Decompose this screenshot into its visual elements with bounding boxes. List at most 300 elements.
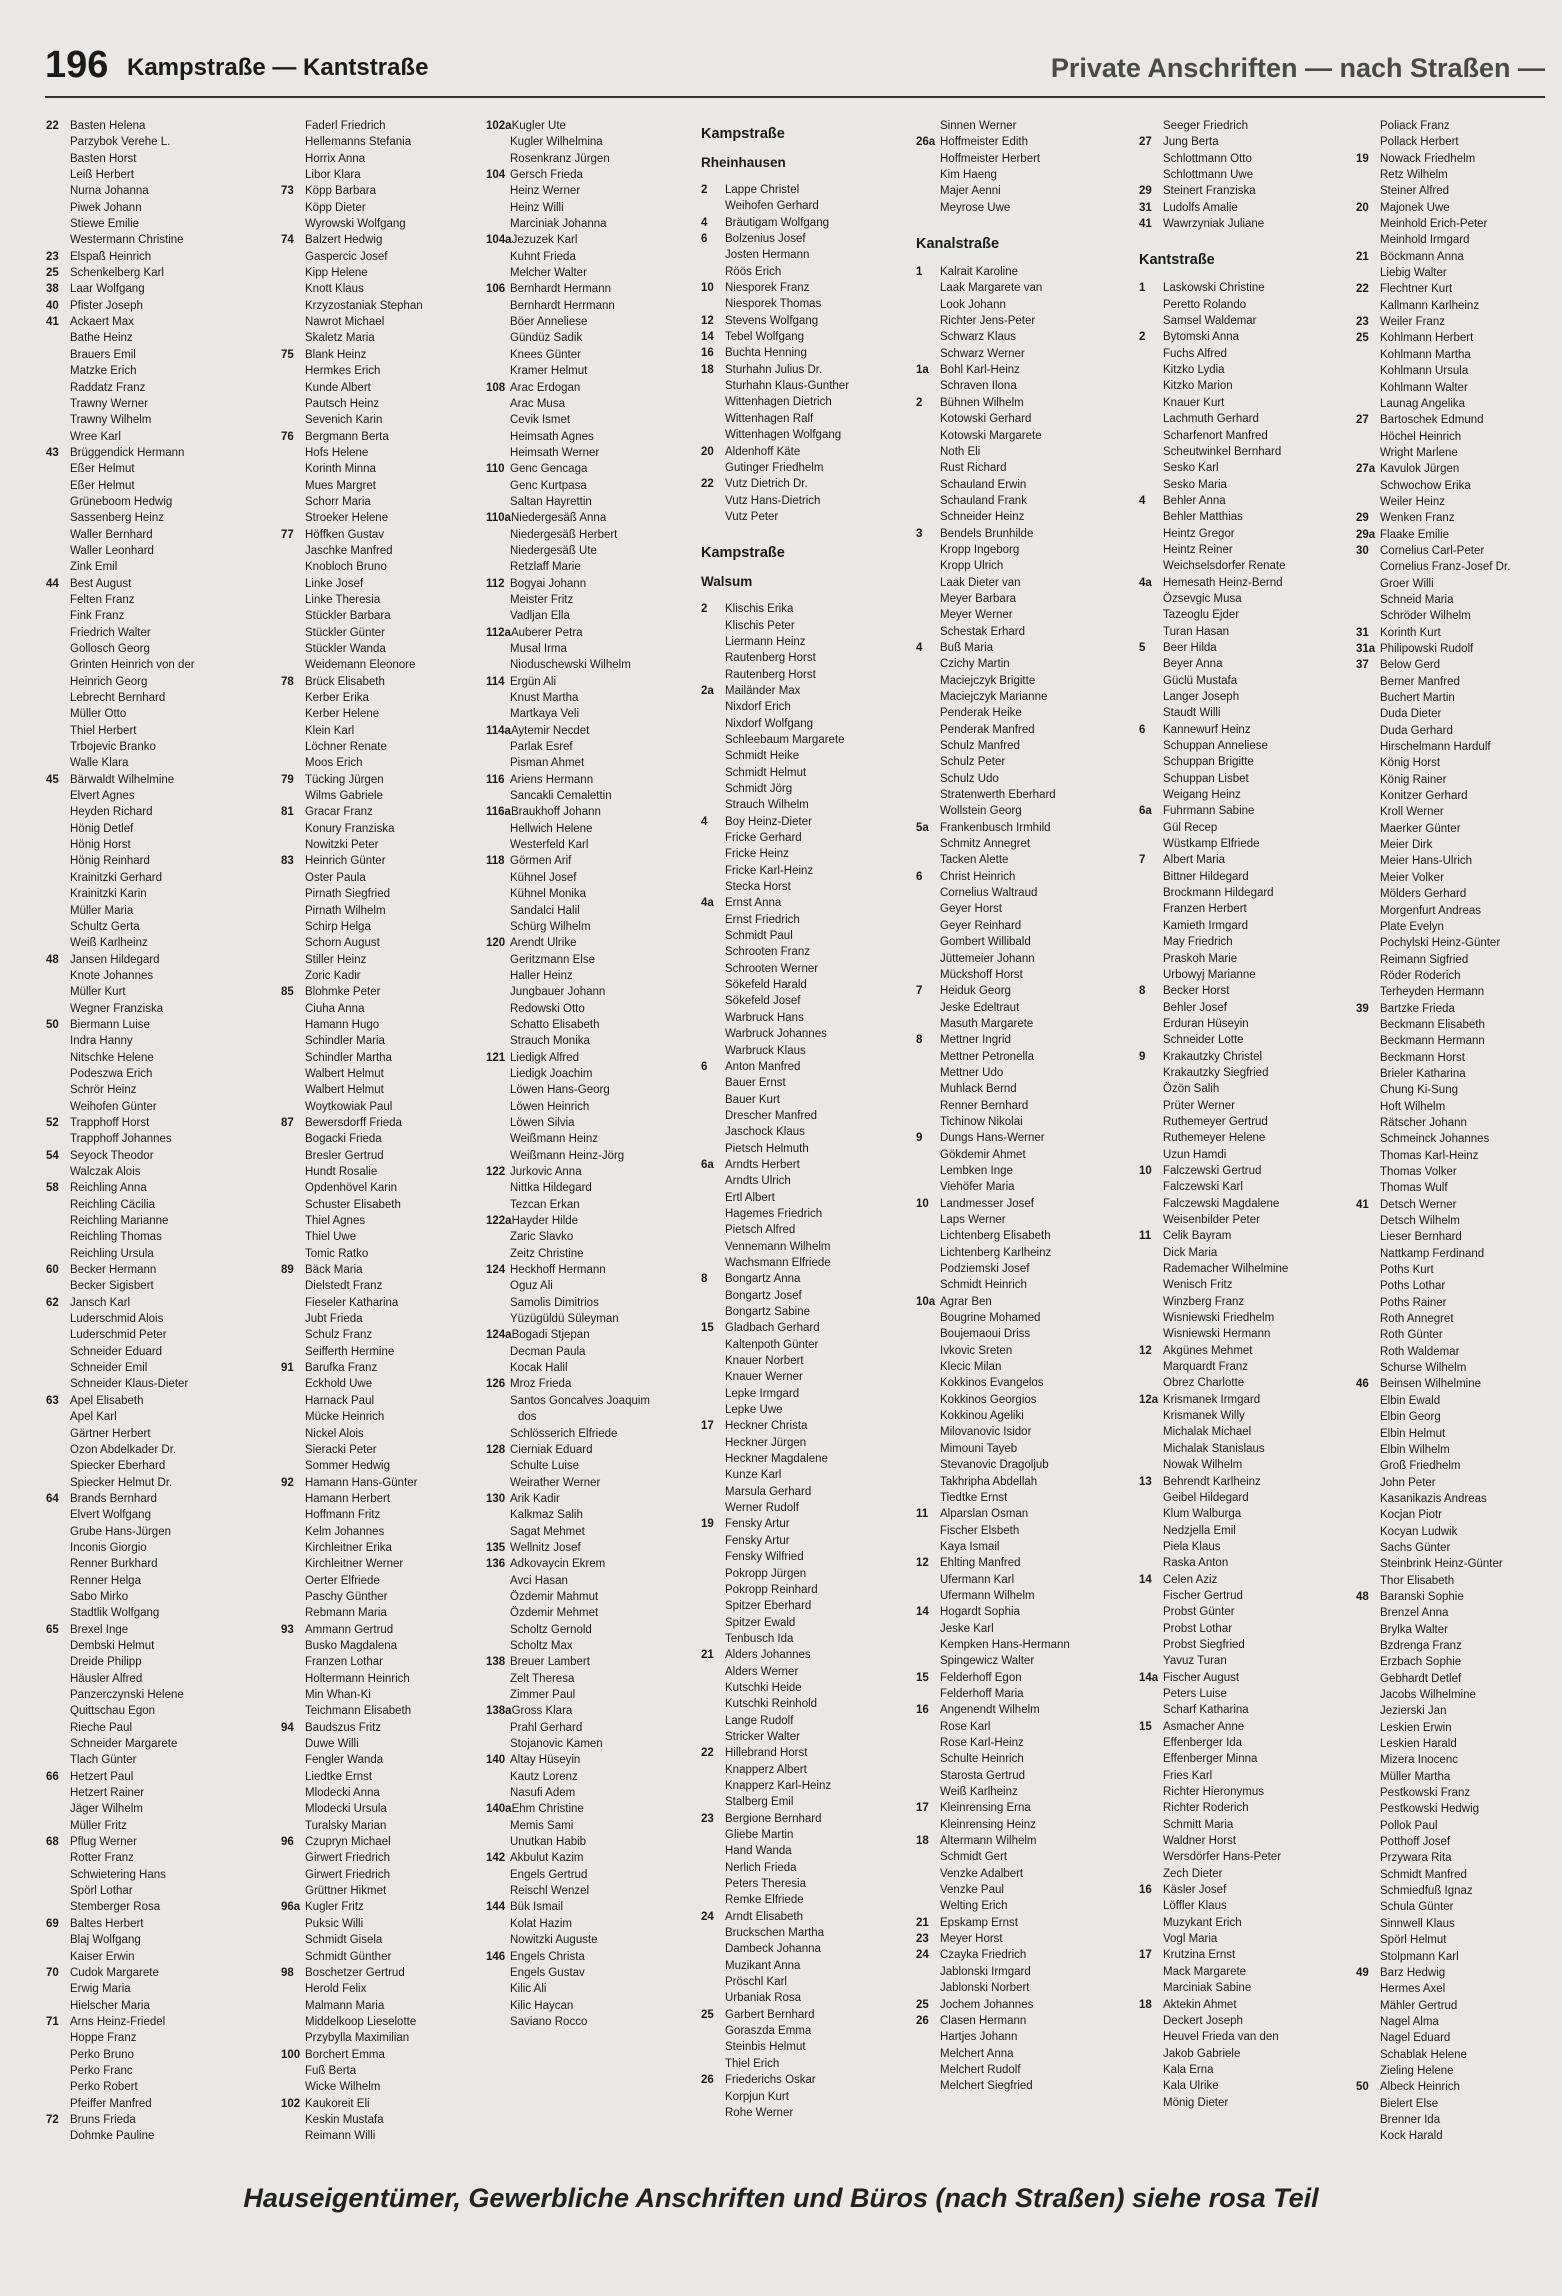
resident-name: Nagel Eduard [1380,2032,1451,2045]
resident-entry [281,952,497,968]
resident-name: Kempken Hans-Hermann [940,1638,1070,1651]
resident-entry [486,1344,702,1360]
resident-name: Meinhold Irmgard [1380,234,1470,247]
resident-name: Wilms Gabriele [305,790,383,803]
resident-entry [916,1751,1132,1767]
resident-entry [486,984,702,1000]
house-number: 6 [701,233,708,246]
resident-name: Retzlaff Marie [510,561,581,574]
house-number: 68 [46,1836,59,1849]
resident-name: Zimmer Paul [510,1689,576,1701]
resident-name: Bathe Heinz [70,332,133,345]
resident-name: Bergione Bernhard [725,1812,822,1825]
resident-name: Melchert Rudolf [940,2063,1021,2076]
resident-name: Warbruck Johannes [725,1028,827,1041]
resident-name: Kilic Haycan [510,1999,574,2012]
resident-name: Albeck Heinrich [1380,2081,1460,2094]
resident-name: Duwe Willi [305,1738,359,1751]
resident-entry [1356,952,1562,968]
resident-entry [486,788,702,804]
house-number: 130 [486,1492,506,1505]
resident-name: Gliebe Martin [725,1829,794,1841]
resident-entry [1356,935,1562,951]
resident-entry [701,427,917,443]
resident-name: Rebmann Maria [305,1607,387,1620]
resident-name: John Peter [1380,1476,1436,1489]
resident-entry [916,1424,1132,1440]
resident-entry [1356,559,1562,575]
resident-entry [1356,1246,1562,1262]
resident-entry [701,1010,917,1026]
resident-entry [46,1213,262,1229]
resident-entry [916,1294,1132,1310]
resident-entry [486,1998,702,2014]
resident-name: Nattkamp Ferdinand [1380,1247,1485,1260]
resident-entry [1356,1801,1562,1817]
resident-name: Plate Evelyn [1380,920,1444,933]
resident-name: Kramer Helmut [510,365,588,378]
resident-name: Arac Musa [510,397,565,410]
resident-entry [1356,527,1562,543]
resident-entry [701,1206,917,1222]
resident-entry [701,1500,917,1516]
resident-entry [281,1785,497,1801]
resident-entry [486,1589,702,1605]
resident-entry [916,542,1132,558]
resident-name: Muhlack Bernd [940,1083,1017,1096]
resident-name: Prüter Werner [1163,1099,1236,1112]
resident-name: Kamieth Irmgard [1163,919,1249,932]
resident-name: Gökdemir Ahmet [940,1148,1026,1161]
resident-entry [1139,1572,1355,1588]
house-number: 146 [486,1950,506,1963]
resident-name: Falczewski Gertrud [1163,1164,1262,1177]
resident-name: Dungs Hans-Werner [940,1132,1045,1145]
resident-name: Schulz Manfred [940,740,1020,753]
resident-entry [701,1909,917,1925]
house-number: 2 [916,396,923,409]
house-number: 9 [1139,1050,1146,1063]
resident-entry [486,1131,702,1147]
house-number: 122a [486,1215,512,1228]
house-number: 76 [281,430,294,443]
resident-entry [1356,919,1562,935]
resident-name: Kuhnt Frieda [510,250,576,263]
house-number: 83 [281,855,294,868]
resident-name: Sökefeld Harald [725,979,807,992]
resident-entry [281,2112,497,2128]
resident-entry [701,1092,917,1108]
resident-name: Schrooten Werner [725,962,819,975]
resident-name: Nitschke Helene [70,1051,154,1064]
resident-entry [281,1638,497,1654]
resident-name: Heckhoff Hermann [510,1264,606,1277]
resident-name: Maciejczyk Marianne [940,691,1048,703]
resident-entry [701,1941,917,1957]
resident-name: Avci Hasan [510,1574,568,1587]
resident-name: Weirather Werner [510,1476,601,1489]
resident-name: Faderl Friedrich [305,120,386,132]
resident-name: Lepke Irmgard [725,1387,800,1400]
resident-entry [281,412,497,428]
resident-entry [46,1720,262,1736]
resident-entry [46,380,262,396]
resident-name: Strauch Wilhelm [725,799,809,812]
house-number: 120 [486,937,506,950]
resident-name: Leskien Harald [1380,1738,1457,1751]
resident-entry [916,1588,1132,1604]
resident-name: Steinert Franziska [1163,185,1256,198]
resident-entry [46,1491,262,1507]
resident-entry [486,1360,702,1376]
resident-entry [1356,853,1562,869]
house-number: 114 [486,675,505,688]
resident-entry [281,1099,497,1115]
resident-entry [46,625,262,641]
resident-name: Fink Franz [70,610,125,623]
house-number: 98 [281,1966,294,1979]
resident-entry [701,1582,917,1598]
resident-entry [46,1736,262,1752]
resident-name: Probst Lothar [1163,1622,1233,1635]
resident-name: Schorr Maria [305,495,371,508]
resident-name: Tezcan Erkan [510,1198,580,1211]
resident-entry [486,1654,702,1670]
resident-name: Thiel Agnes [305,1215,366,1228]
resident-name: Jüttemeier Johann [940,952,1035,965]
house-number: 17 [701,1420,714,1433]
resident-name: Moos Erich [305,757,363,770]
resident-name: Pirnath Siegfried [305,888,391,901]
resident-name: Kugler Ute [511,120,566,132]
resident-entry [1356,1426,1562,1442]
resident-entry [1139,1294,1355,1310]
resident-entry [916,2046,1132,2062]
resident-entry [281,1426,497,1442]
column-5 [916,118,1132,2168]
resident-name: Kaya Ismail [940,1540,1000,1553]
resident-entry [46,1442,262,1458]
house-number: 96a [281,1901,301,1914]
resident-name: Jung Berta [1163,136,1219,149]
resident-entry [281,461,497,477]
resident-entry [46,821,262,837]
resident-entry [1356,1376,1562,1392]
resident-name: Chung Ki-Sung [1380,1084,1458,1097]
resident-entry [1139,1130,1355,1146]
resident-name: Liermann Heinz [725,635,806,648]
resident-name: Kipp Helene [305,267,368,280]
resident-name: Buß Maria [940,641,994,654]
resident-entry [46,1017,262,1033]
resident-entry [486,1720,702,1736]
resident-entry [486,772,702,788]
resident-name: Pokropp Reinhard [725,1583,818,1596]
resident-entry [701,1680,917,1696]
resident-name: Michalak Michael [1163,1426,1252,1439]
resident-name: Warbruck Hans [725,1011,804,1024]
resident-entry [701,1778,917,1794]
resident-entry [916,951,1132,967]
resident-entry [701,1239,917,1255]
resident-entry [1356,2030,1562,2046]
resident-name: Arendt Ulrike [510,937,577,950]
resident-name: Hillebrand Horst [725,1747,808,1760]
resident-entry [701,1418,917,1434]
resident-entry [486,527,702,543]
resident-entry [1356,886,1562,902]
resident-name: Aytemir Necdet [510,724,590,737]
resident-entry [701,280,917,296]
resident-entry [46,183,262,199]
resident-entry [1139,444,1355,460]
resident-name: Peters Luise [1163,1687,1227,1700]
resident-name: Fensky Artur [725,1518,790,1531]
resident-name: Detsch Werner [1380,1198,1457,1211]
house-number: 4 [701,216,708,229]
resident-entry [1356,1556,1562,1572]
resident-name: Hoffmeister Herbert [940,152,1041,165]
resident-entry [1139,151,1355,167]
house-number: 11 [916,1508,929,1521]
resident-name: Lepke Uwe [725,1404,783,1417]
resident-entry [486,853,702,869]
resident-name: Tebel Wolfgang [725,331,805,344]
house-number: 122 [486,1166,506,1178]
resident-name: Nerlich Frieda [725,1861,797,1874]
resident-entry [701,509,917,525]
resident-entry [1356,1867,1562,1883]
resident-entry [701,1108,917,1124]
resident-name: Bendels Brunhilde [940,527,1034,540]
house-number: 48 [1356,1590,1369,1603]
resident-name: Czupryn Michael [305,1836,391,1849]
resident-name: Löchner Renate [305,741,387,754]
resident-name: Schuppan Brigitte [1163,756,1254,769]
resident-name: Schurse Wilhelm [1380,1362,1467,1375]
section-title: Private Anschriften — nach Straßen — [1050,53,1545,83]
resident-name: Klischis Erika [725,603,794,616]
resident-name: Mettner Petronella [940,1050,1034,1063]
resident-entry [486,363,702,379]
resident-name: Mlodecki Anna [305,1787,380,1800]
resident-name: Piwek Johann [70,201,142,214]
resident-name: Turan Hasan [1163,625,1230,638]
resident-entry [1139,754,1355,770]
resident-name: Akbulut Kazim [510,1852,584,1865]
resident-name: Leskien Erwin [1380,1721,1452,1734]
resident-name: Thiel Erich [725,2057,780,2070]
resident-name: Stojanovic Kamen [510,1738,603,1751]
resident-name: Staudt Willi [1163,707,1221,720]
resident-entry [486,429,702,445]
resident-name: Becker Sigisbert [70,1280,154,1293]
resident-name: Hirschelmann Hardulf [1380,741,1491,754]
resident-entry [1139,1604,1355,1620]
resident-name: Hielscher Maria [70,1999,150,2012]
resident-name: Paschy Günther [305,1590,388,1603]
resident-name: Turalsky Marian [305,1819,387,1832]
resident-entry [1356,1017,1562,1033]
resident-name: Martkaya Veli [510,708,580,721]
resident-entry [701,296,917,312]
house-number: 25 [916,1998,929,2011]
resident-name: Weihofen Günter [70,1100,157,1113]
resident-name: Hermes Axel [1380,1983,1446,1996]
house-number: 8 [701,1273,708,1286]
resident-entry [46,608,262,624]
resident-entry [916,1784,1132,1800]
resident-name: Wittenhagen Wolfgang [725,429,842,442]
house-number: 7 [1139,854,1146,867]
resident-entry [701,781,917,797]
resident-name: Lappe Christel [725,184,800,196]
house-number: 8 [1139,985,1146,998]
resident-entry [46,1998,262,2014]
resident-name: Fieseler Katharina [305,1296,399,1309]
resident-name: Trbojevic Branko [70,741,156,754]
house-number: 4 [701,815,708,828]
resident-entry [1139,346,1355,362]
resident-name: Flaake Emilie [1380,528,1450,541]
resident-entry [1356,1687,1562,1703]
resident-name: Vutz Dietrich Dr. [725,478,808,491]
resident-entry [701,1566,917,1582]
resident-entry [46,935,262,951]
resident-name: Gladbach Gerhard [725,1322,820,1335]
resident-entry [281,1442,497,1458]
resident-name: Reichling Anna [70,1182,147,1195]
resident-name: Köpp Barbara [305,185,376,198]
resident-entry [281,1687,497,1703]
resident-entry [486,935,702,951]
resident-entry [701,879,917,895]
resident-entry [281,1736,497,1752]
resident-entry [486,298,702,314]
resident-entry [1356,870,1562,886]
resident-name: Christ Heinrich [940,870,1016,883]
house-number: 4a [1139,576,1152,589]
resident-entry [1139,329,1355,345]
resident-entry [916,1049,1132,1065]
resident-entry [1356,657,1562,673]
resident-name: Thomas Karl-Heinz [1380,1149,1479,1162]
resident-name: Woytkowiak Paul [305,1100,393,1113]
resident-name: Kim Haeng [940,169,997,182]
resident-name: Jungbauer Johann [510,986,606,999]
resident-entry [486,690,702,706]
resident-entry [486,625,702,641]
house-number: 114a [486,724,511,737]
resident-name: Trawny Wilhelm [70,414,152,427]
resident-entry [916,1931,1132,1947]
resident-entry [916,280,1132,296]
house-number: 75 [281,348,294,361]
resident-name: Indra Hanny [70,1035,133,1048]
resident-entry [1139,1474,1355,1490]
resident-name: Liebig Walter [1380,267,1447,280]
resident-entry [701,2056,917,2072]
resident-entry [281,167,497,183]
resident-name: Oerter Elfriede [305,1574,380,1587]
resident-name: Strauch Monika [510,1035,590,1048]
resident-name: Kugler Fritz [305,1901,364,1914]
resident-entry [1139,1817,1355,1833]
house-number: 54 [46,1149,59,1162]
resident-entry [1356,1605,1562,1621]
resident-entry [281,903,497,919]
resident-name: Waller Bernhard [70,528,153,541]
resident-entry [486,281,702,297]
resident-entry [486,1981,702,1997]
resident-name: May Friedrich [1163,936,1233,949]
resident-entry [1356,1736,1562,1752]
house-number: 44 [46,577,59,590]
house-number: 4 [916,641,923,654]
resident-entry [916,1686,1132,1702]
resident-entry [486,412,702,428]
resident-entry [46,314,262,330]
resident-entry [281,1703,497,1719]
resident-name: Milovanovic Isidor [940,1426,1032,1439]
street-range-title: Kampstraße — Kantstraße [127,54,429,81]
resident-entry [1356,281,1562,297]
resident-name: Reichling Cäcilia [70,1198,156,1211]
resident-entry [486,1850,702,1866]
resident-entry [46,1949,262,1965]
house-number: 3 [916,527,923,540]
house-number: 30 [1356,544,1369,557]
resident-entry [916,1196,1132,1212]
resident-name: Wenisch Fritz [1163,1279,1233,1292]
resident-name: Groß Friedhelm [1380,1460,1461,1473]
resident-name: Beckmann Hermann [1380,1035,1485,1048]
house-number: 104a [486,234,512,247]
resident-name: Spörl Helmut [1380,1934,1447,1947]
resident-name: Herold Felix [305,1983,367,1996]
resident-name: Weichselsdorfer Renate [1163,560,1286,573]
resident-name: Gutinger Friedhelm [725,461,824,474]
resident-entry [486,1327,702,1343]
resident-name: Boschetzer Gertrud [305,1966,405,1979]
resident-entry [1356,1180,1562,1196]
resident-name: Schmidt Gisela [305,1934,383,1947]
resident-name: Best August [70,577,132,590]
resident-name: Jubt Frieda [305,1313,363,1326]
resident-name: Knauer Werner [725,1371,803,1384]
resident-name: Landmesser Josef [940,1197,1034,1210]
resident-name: Akgünes Mehmet [1163,1344,1253,1357]
resident-name: Genc Gencaga [510,463,588,476]
resident-entry [916,1997,1132,2013]
resident-entry [46,1867,262,1883]
resident-name: Spitzer Ewald [725,1616,796,1629]
resident-name: Mettner Ingrid [940,1034,1011,1047]
resident-name: Decman Paula [510,1345,586,1358]
resident-name: Borchert Emma [305,2048,385,2061]
resident-name: Tenbusch Ida [725,1632,794,1645]
resident-name: Walle Klara [70,757,129,770]
resident-name: Inconis Giorgio [70,1541,147,1554]
resident-entry [486,396,702,412]
resident-name: Geyer Horst [940,903,1002,916]
resident-entry [46,559,262,575]
resident-entry [281,1246,497,1262]
resident-name: Krismanek Willy [1163,1410,1245,1423]
resident-entry [1356,1752,1562,1768]
house-number: 62 [46,1296,59,1309]
resident-entry [46,1376,262,1392]
